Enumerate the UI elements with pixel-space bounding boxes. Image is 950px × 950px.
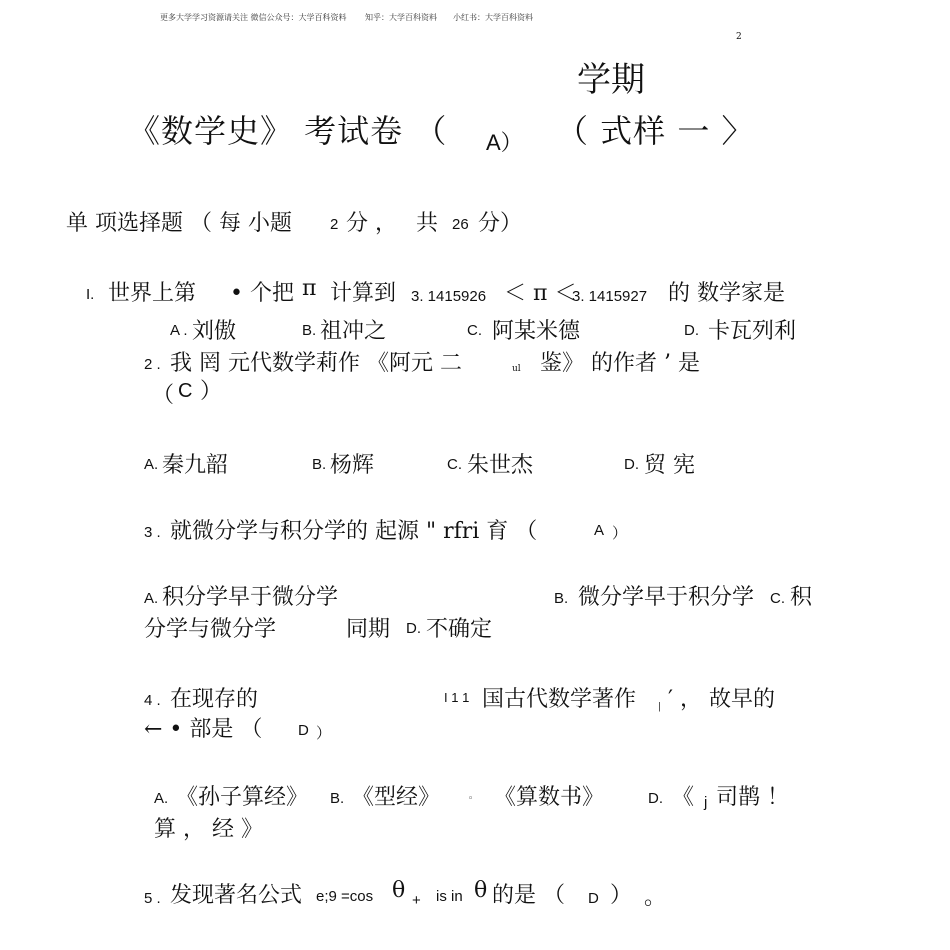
option-letter: B.	[330, 790, 345, 807]
section-total-suffix: 分）	[478, 211, 523, 236]
option-text-wrap: 分学与微分学	[144, 617, 277, 642]
option-text: 贸 宪	[644, 453, 695, 478]
question-text: 在现存的	[170, 687, 259, 712]
theta-symbol: θ	[392, 878, 406, 903]
question-text: 我 罔 元代数学莉作 《阿元 二	[170, 351, 462, 376]
page-title: 《数学史》 考试卷 （	[128, 112, 448, 150]
option-text: 《孙子算经》	[176, 785, 309, 810]
header-zhihu: 知乎：大学百科资料	[365, 13, 437, 22]
option-text-wrap: 算 ， 经 》	[154, 817, 263, 842]
option-letter: D.	[648, 790, 663, 807]
answer-open: （	[152, 383, 175, 408]
scan-noise: ◦	[468, 794, 474, 804]
answer-close: ）	[316, 724, 332, 742]
section-total-prefix: 共	[416, 211, 439, 236]
option-text: 阿某米德	[492, 319, 581, 344]
answer-letter: D	[588, 890, 599, 907]
scan-noise: I 1 1	[444, 690, 470, 705]
option-text: 司鹊 ！	[716, 785, 789, 810]
question-text: 世界上第	[108, 281, 197, 306]
question-inequality: ＜ π ＜	[504, 281, 577, 306]
option-letter: D.	[684, 322, 699, 339]
scan-noise: |	[658, 702, 662, 712]
option-text: 《型经》	[352, 785, 441, 810]
question-text: 的 数学家是	[668, 281, 785, 306]
option-text: 积分学早于微分学	[162, 585, 339, 610]
formula-plus: +	[412, 892, 421, 909]
option-letter: B.	[302, 322, 317, 339]
option-letter: C.	[770, 590, 785, 607]
option-text: 《	[672, 785, 695, 810]
option-text: 积	[790, 585, 813, 610]
question-tail: 。	[644, 885, 667, 910]
question-text: 的是 （	[492, 883, 565, 908]
title-semester: 学期	[577, 60, 645, 100]
question-text: • 个把	[230, 281, 294, 306]
option-text: 祖冲之	[320, 319, 387, 344]
option-text: 刘傲	[192, 319, 237, 344]
formula-text: is in	[436, 888, 463, 905]
question-text: 鉴》 的作者 ’ 是	[540, 351, 700, 376]
answer-letter: A	[594, 522, 605, 539]
section-total: 26	[452, 216, 469, 233]
option-letter: D.	[624, 456, 639, 473]
option-letter: B.	[554, 590, 569, 607]
answer-close: ）	[610, 883, 633, 908]
header-notice: 更多大学学习资源请关注 微信公众号：大学百科资料	[160, 13, 347, 22]
answer-close: ）	[612, 524, 628, 542]
option-text: 杨辉	[330, 453, 375, 478]
answer-letter: D	[298, 722, 309, 739]
section-label: 单 项选择题 （ 每 小题	[66, 211, 292, 236]
question-number: I.	[86, 286, 95, 303]
option-letter: A .	[170, 322, 188, 339]
question-text: 国古代数学著作	[482, 687, 637, 712]
question-text: 计算到	[330, 281, 397, 306]
question-text: ← • 部是 （	[144, 717, 263, 742]
title-answer-mark: A）	[486, 130, 523, 155]
option-text: 不确定	[426, 617, 493, 642]
option-text: 朱世杰	[467, 453, 534, 478]
pi-symbol: π	[302, 276, 317, 301]
option-text: 《算数书》	[494, 785, 605, 810]
option-text-wrap: 同期	[346, 617, 391, 642]
option-text: 卡瓦列利	[708, 319, 797, 344]
page-number: 2	[736, 32, 742, 42]
question-number: 2 .	[144, 356, 161, 373]
option-letter: B.	[312, 456, 327, 473]
question-number: 4 .	[144, 692, 161, 709]
title-variant: （ 式样 一 〉	[556, 112, 755, 150]
header-xiaohongshu: 小红书：大学百科资料	[453, 13, 533, 22]
formula-text: e;9 =cos	[316, 888, 374, 905]
scan-noise: j	[704, 794, 708, 811]
option-letter: C.	[447, 456, 462, 473]
option-letter: A.	[144, 456, 159, 473]
question-text: 就微分学与积分学的 起源 " rfri 育 （	[170, 519, 538, 544]
question-number: 5 .	[144, 890, 161, 907]
option-letter: A.	[144, 590, 159, 607]
scan-noise: ul	[512, 364, 521, 374]
theta-symbol: θ	[474, 878, 488, 903]
question-value: 3. 1415926	[411, 288, 487, 305]
question-text: ′ ， 故早的	[668, 687, 775, 712]
section-points-each: 2	[330, 216, 339, 233]
section-unit: 分 ，	[346, 211, 397, 236]
option-text: 秦九韶	[162, 453, 229, 478]
answer-letter: C	[178, 380, 193, 402]
question-number: 3 .	[144, 524, 161, 541]
option-letter: D.	[406, 620, 421, 637]
answer-close: ）	[200, 379, 223, 404]
option-letter: A.	[154, 790, 169, 807]
question-value: 3. 1415927	[572, 288, 648, 305]
option-letter: C.	[467, 322, 482, 339]
question-text: 发现著名公式	[170, 883, 303, 908]
option-text: 微分学早于积分学	[578, 585, 755, 610]
